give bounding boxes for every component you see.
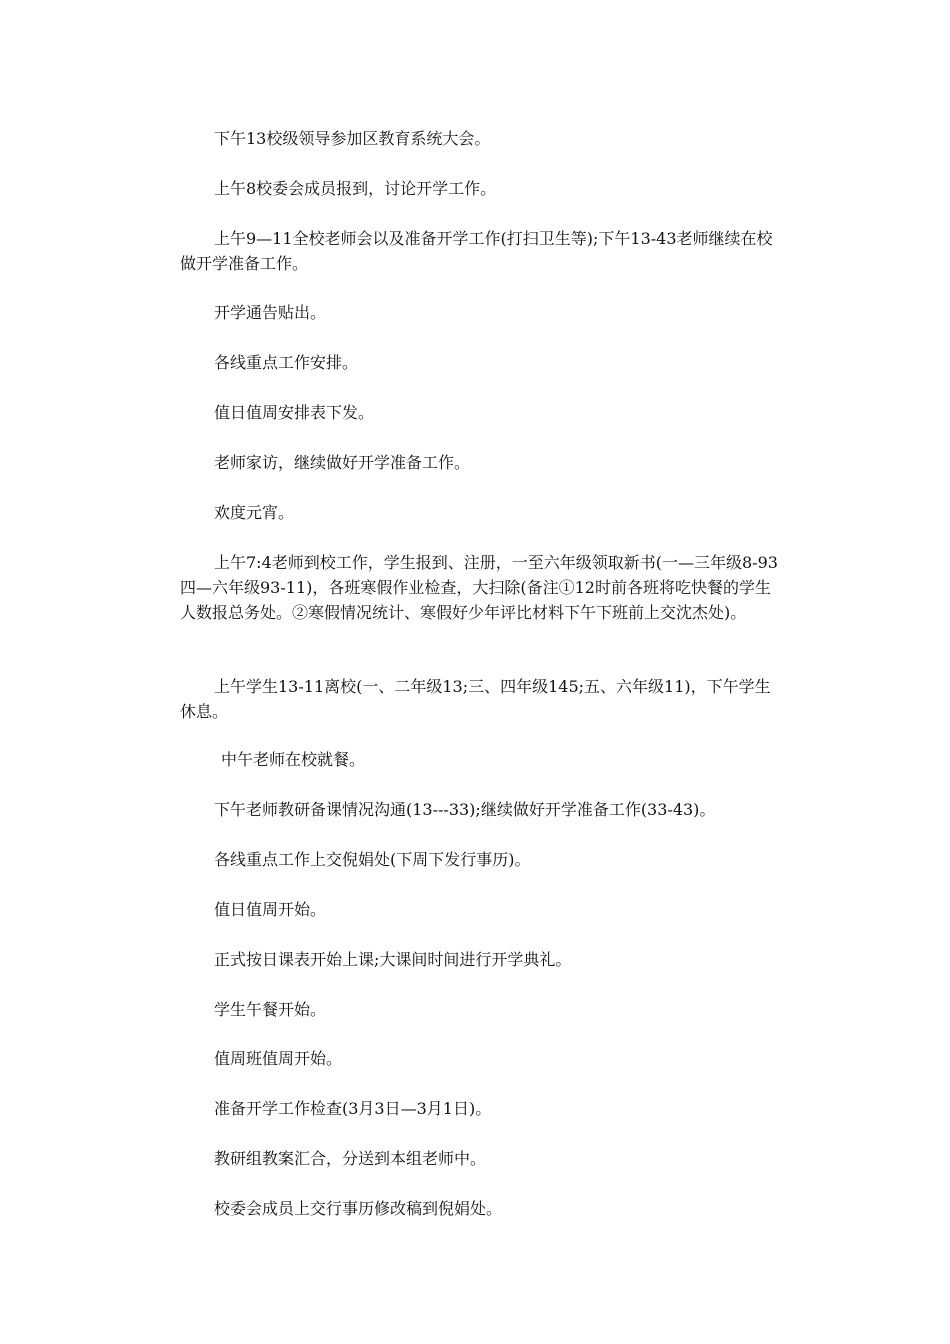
paragraph-16: 学生午餐开始。 [214,1000,327,1019]
paragraph-6: 值日值周安排表下发。 [214,403,375,422]
paragraph-20: 校委会成员上交行事历修改稿到倪娟处。 [214,1199,503,1218]
paragraph-3: 上午9—11全校老师会以及准备开学工作(打扫卫生等);下午13-43老师继续在校做开学准备工作。 [180,229,773,273]
paragraph-2: 上午8校委会成员报到，讨论开学工作。 [214,179,497,198]
paragraph-4: 开学通告贴出。 [214,303,327,322]
paragraph-11: 中午老师在校就餐。 [221,750,366,769]
paragraph-10: 上午学生13-11离校(一、二年级13;三、四年级145;五、六年级11)，下午学生休息。 [180,677,771,721]
paragraph-14: 值日值周开始。 [214,900,327,919]
paragraph-9: 上午7:4老师到校工作，学生报到、注册，一至六年级领取新书(一—三年级8-93 四—六年级93-11)，各班寒假作业检查，大扫除(备注①12时前各班将吃快餐的学生人数报总务处。②寒假情况统计、寒假好少年评比材料下午下班前上交沈杰处)。 [180,553,778,622]
paragraph-17: 值周班值周开始。 [214,1049,343,1068]
paragraph-15: 正式按日课表开始上课;大课间时间进行开学典礼。 [214,950,572,969]
paragraph-5: 各线重点工作安排。 [214,353,359,372]
paragraph-19: 教研组教案汇合，分送到本组老师中。 [214,1149,487,1168]
paragraph-18: 准备开学工作检查(3月3日—3月1日)。 [214,1099,492,1118]
paragraph-13: 各线重点工作上交倪娟处(下周下发行事历)。 [214,850,531,869]
paragraph-1: 下午13校级领导参加区教育系统大会。 [214,129,491,148]
paragraph-12: 下午老师教研备课情况沟通(13---33);继续做好开学准备工作(33-43)。 [214,800,716,819]
paragraph-7: 老师家访，继续做好开学准备工作。 [214,453,471,472]
paragraph-8: 欢度元宵。 [214,503,295,522]
